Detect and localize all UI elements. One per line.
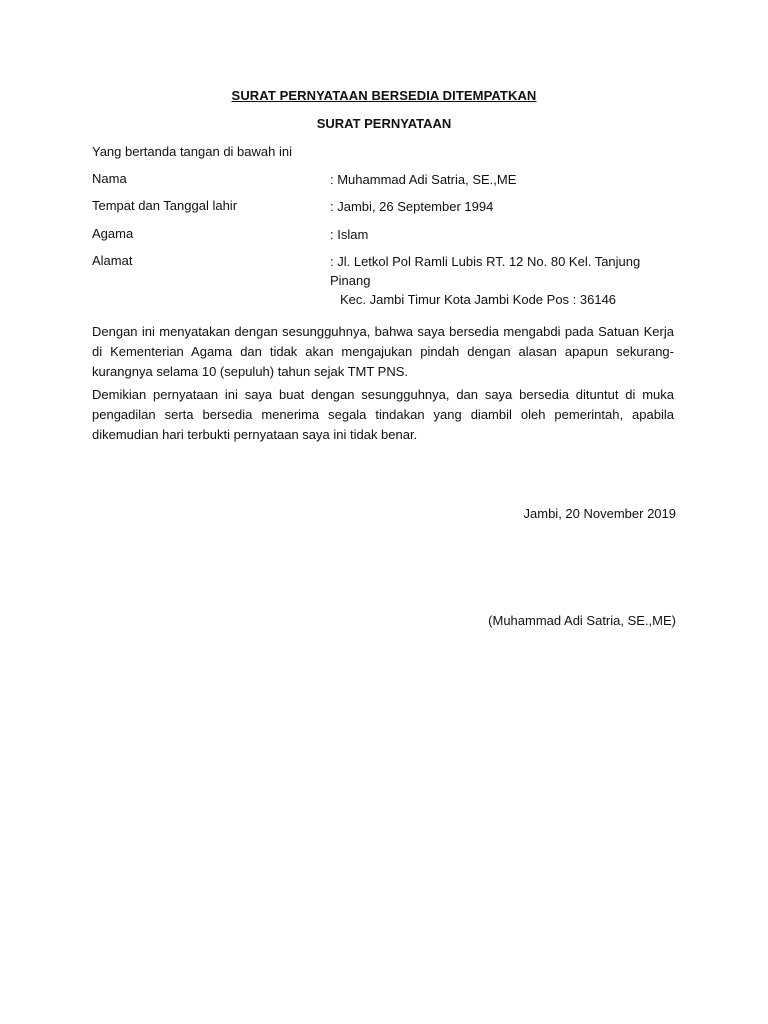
field-label-nama: Nama [92, 171, 127, 186]
field-value-ttl: : Jambi, 26 September 1994 [330, 199, 494, 214]
paragraph-closing: Demikian pernyataan ini saya buat dengan sesungguhnya, dan saya bersedia dituntut di muka pengadilan serta bersedia menerima segala tindakan yang diambil oleh pemerintah, apabila dikemudian hari terbukti pernyataan saya ini tidak benar. [92, 387, 674, 442]
paragraph-statement: Dengan ini menyatakan dengan sesungguhnya, bahwa saya bersedia mengabdi pada Satuan Kerja di Kementerian Agama dan tidak akan mengajukan pindah dengan alasan apapun sekurang-kurangnya selama 10 (sepuluh) tahun sejak TMT PNS. [92, 324, 674, 379]
field-label-alamat: Alamat [92, 253, 133, 268]
document-title: SURAT PERNYATAAN BERSEDIA DITEMPATKAN [231, 88, 537, 103]
field-value-agama: : Islam [330, 227, 369, 242]
field-value-alamat [330, 252, 680, 309]
field-label-ttl: Tempat dan Tanggal lahir [92, 198, 238, 213]
place-date: Jambi, 20 November 2019 [523, 506, 676, 521]
field-value-nama: : Muhammad Adi Satria, SE.,ME [330, 172, 517, 187]
intro-text: Yang bertanda tangan di bawah ini [92, 144, 292, 159]
field-label-agama: Agama [92, 226, 134, 241]
document-subtitle: SURAT PERNYATAAN [316, 116, 452, 131]
alamat-line-1: : Jl. Letkol Pol Ramli Lubis RT. 12 No. 80 Kel. Tanjung Pinang [330, 254, 641, 288]
signer-name: (Muhammad Adi Satria, SE.,ME) [488, 613, 676, 628]
alamat-line-2: Kec. Jambi Timur Kota Jambi Kode Pos : 36146 [340, 292, 617, 307]
